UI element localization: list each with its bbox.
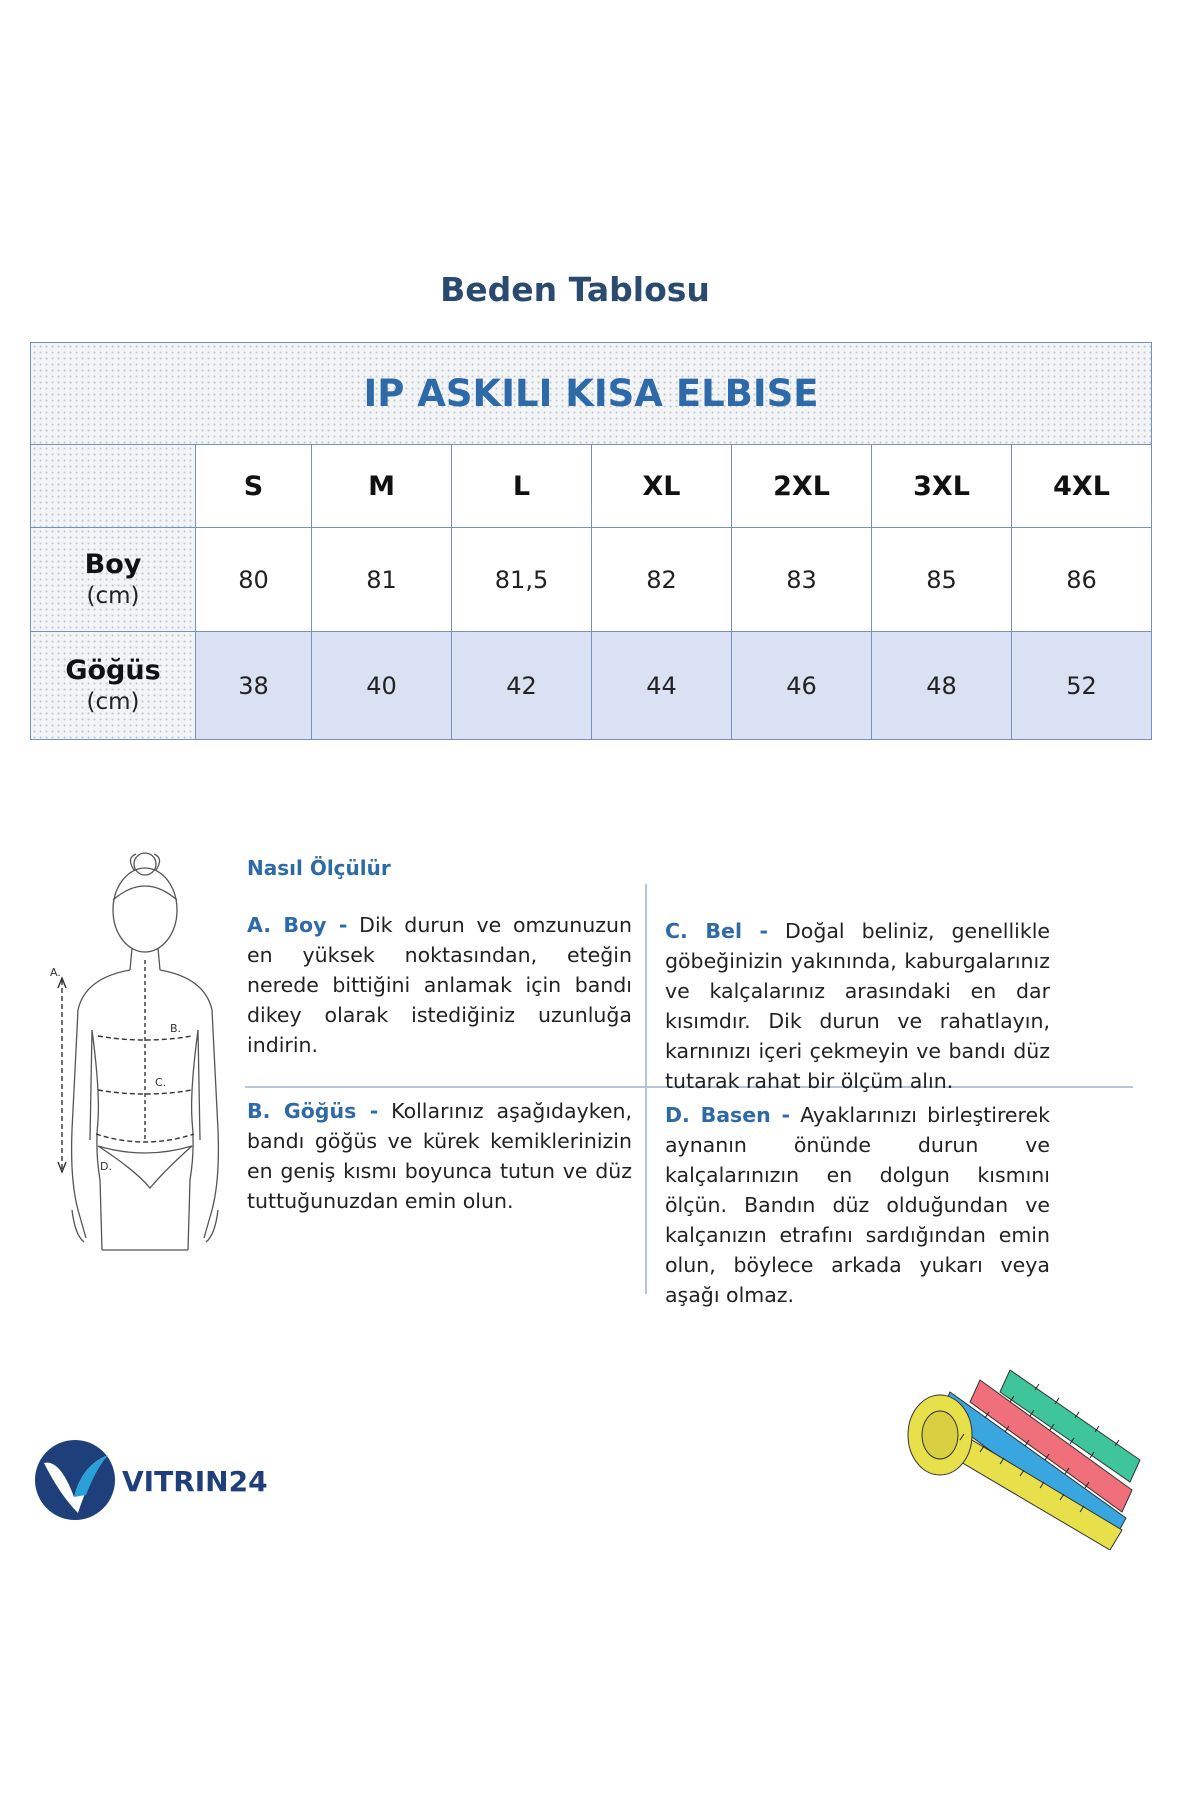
corner-cell (31, 445, 196, 528)
instruction-key: B. Göğüs - (247, 1099, 379, 1123)
table-row (31, 632, 1152, 740)
table-cell: 85 (872, 528, 1012, 632)
size-header: 2XL (732, 445, 872, 528)
instruction-text: Kollarınız aşağıdayken, bandı göğüs ve kürek kemiklerinizin en geniş kısmı boyunca tutun ve düz tuttuğunuzdan emin olun. (247, 1099, 632, 1213)
instruction-bel (665, 916, 1050, 1096)
instruction-key: C. Bel - (665, 919, 769, 943)
size-header: S (196, 445, 312, 528)
instruction-key: A. Boy - (247, 913, 348, 937)
instruction-key: D. Basen - (665, 1103, 791, 1127)
table-cell: 46 (732, 632, 872, 740)
measuring-tapes-image (900, 1340, 1150, 1550)
table-cell: 81 (312, 528, 452, 632)
size-header: M (312, 445, 452, 528)
instruction-basen (665, 1100, 1050, 1310)
body-measurement-figure (40, 850, 230, 1260)
how-to-measure-title: Nasıl Ölçülür (247, 856, 391, 880)
table-cell: 83 (732, 528, 872, 632)
row-label-gogus (31, 632, 196, 740)
instruction-text: Dik durun ve omzunuzun en yüksek noktasından, eteğin nerede bittiğini anlamak için bandı dikey olarak istediğiniz uzunluğa indirin. (247, 913, 633, 1057)
figure-label-c: C. (155, 1076, 167, 1089)
row-label-boy (31, 528, 196, 632)
figure-label-b: B. (170, 1022, 182, 1035)
table-cell: 81,5 (452, 528, 592, 632)
product-name: IP ASKILI KISA ELBISE (31, 343, 1152, 445)
row-unit: (cm) (86, 689, 140, 715)
table-cell: 80 (196, 528, 312, 632)
size-header: 4XL (1012, 445, 1152, 528)
table-cell: 40 (312, 632, 452, 740)
figure-label-a: A. (50, 966, 61, 979)
table-cell: 82 (592, 528, 732, 632)
page-title: Beden Tablosu (440, 270, 710, 309)
size-header: L (452, 445, 592, 528)
size-header: XL (592, 445, 732, 528)
instruction-text: Ayaklarınızı birleştirerek aynanın önünde durun ve kalçalarınızın en dolgun kısmını ölçün. Bandın düz olduğundan ve kalçanızın etrafını sardığından emin olun, böylece arkada yukarı veya aşağı olmaz. (665, 1103, 1051, 1307)
vitrin24-logo-icon (30, 1435, 120, 1525)
row-label-text: Boy (84, 549, 142, 581)
instruction-boy (247, 910, 632, 1060)
table-cell: 42 (452, 632, 592, 740)
row-unit: (cm) (86, 583, 140, 609)
table-cell: 38 (196, 632, 312, 740)
figure-label-d: D. (100, 1160, 112, 1173)
instruction-text: Doğal beliniz, genellikle göbeğinizin yakınında, kaburgalarınız ve kalçalarınız arasındaki en dar kısımdır. Dik durun ve rahatlayın, karnınızı içeri çekmeyin ve bandı düz tutarak rahat bir ölçüm alın. (665, 919, 1051, 1093)
table-cell: 44 (592, 632, 732, 740)
table-row (31, 528, 1152, 632)
table-cell: 52 (1012, 632, 1152, 740)
table-cell: 86 (1012, 528, 1152, 632)
divider-vertical (645, 884, 647, 1294)
table-cell: 48 (872, 632, 1012, 740)
size-table (30, 342, 1152, 740)
size-header: 3XL (872, 445, 1012, 528)
brand-name: VITRIN24 (122, 1465, 268, 1498)
row-label-text: Göğüs (65, 655, 161, 687)
instruction-gogus (247, 1096, 632, 1216)
